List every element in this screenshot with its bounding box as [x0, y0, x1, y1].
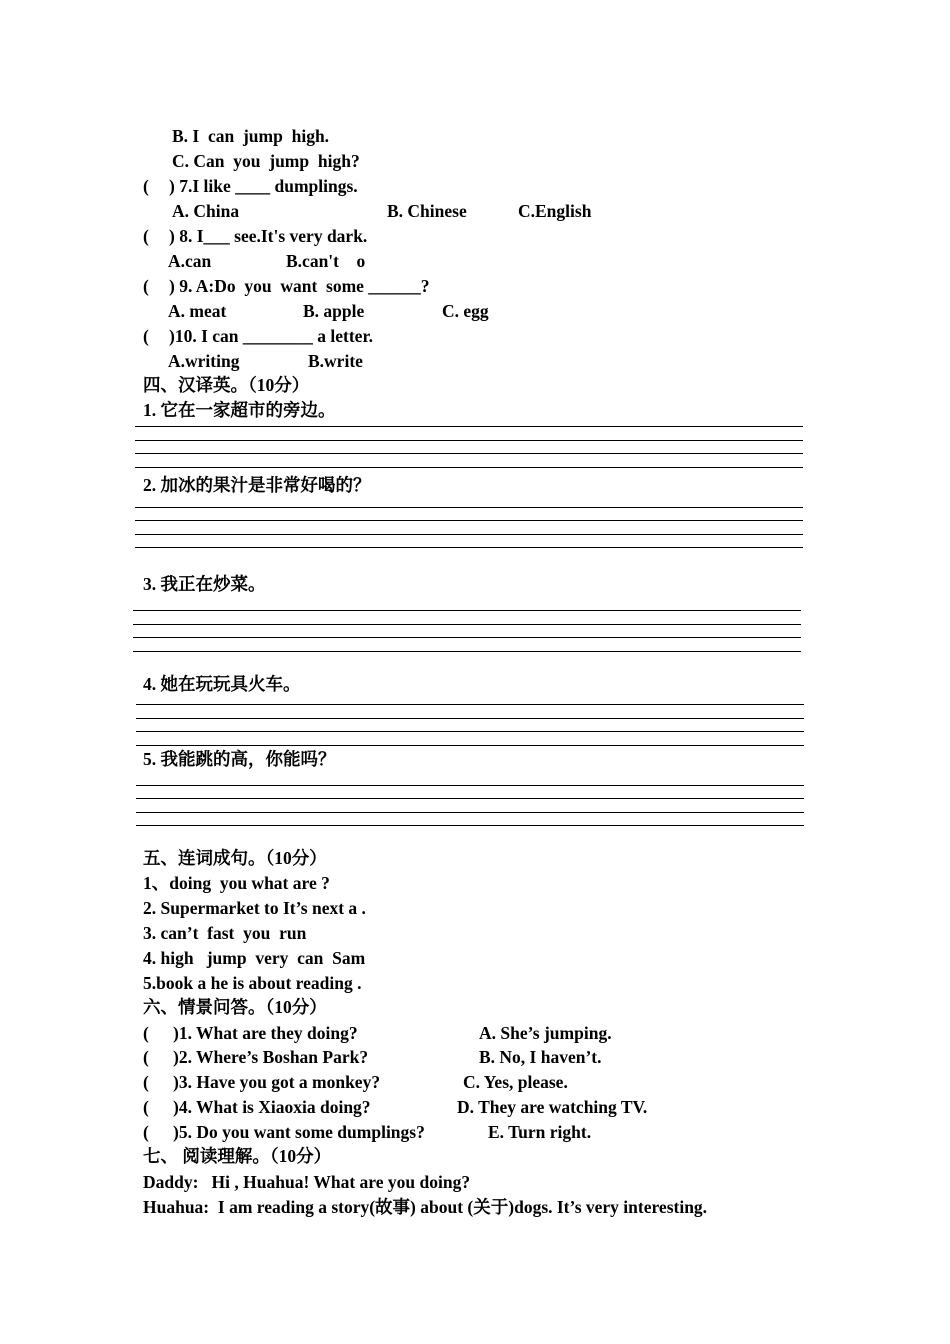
answer-paren: ( [143, 326, 149, 346]
writing-line [136, 704, 804, 705]
q9-option-b: B. apple [303, 301, 365, 321]
reorder-item: 1、doing you what are ? [143, 873, 330, 893]
translation-item: 5. 我能跳的高，你能吗？ [143, 749, 336, 769]
dialogue-line: Huahua: I am reading a story(故事) about (关于)dogs. It’s very interesting. [143, 1197, 708, 1217]
writing-line [136, 745, 804, 746]
match-answer: A. She’s jumping. [479, 1023, 612, 1043]
match-question: )4. What is Xiaoxia doing? [173, 1097, 371, 1117]
writing-line [136, 812, 804, 813]
writing-line [135, 426, 803, 427]
q6-option-b: B. I can jump high. [172, 126, 330, 146]
q9-option-c: C. egg [442, 301, 489, 321]
match-question: )3. Have you got a monkey? [173, 1072, 381, 1092]
section-heading: 五、连词成句。（10分） [143, 848, 327, 868]
translation-item: 2. 加冰的果汁是非常好喝的？ [143, 475, 371, 495]
writing-line [133, 651, 801, 652]
q10-stem: )10. I can ________ a letter. [169, 326, 373, 346]
writing-line [133, 624, 801, 625]
section-heading: 六、情景问答。（10分） [143, 997, 327, 1017]
writing-line [135, 467, 803, 468]
answer-paren: ( [143, 1122, 149, 1142]
writing-line [133, 637, 801, 638]
writing-line [135, 440, 803, 441]
reorder-item: 5.book a he is about reading . [143, 973, 362, 993]
q8-stem: ) 8. I___ see.It's very dark. [169, 226, 368, 246]
answer-paren: ( [143, 1047, 149, 1067]
q10-option-b: B.write [308, 351, 363, 371]
q7-option-a: A. China [172, 201, 240, 221]
writing-line [136, 718, 804, 719]
section-heading: 七、 阅读理解。（10分） [143, 1146, 332, 1166]
translation-item: 3. 我正在炒菜。 [143, 574, 266, 594]
reorder-item: 4. high jump very can Sam [143, 948, 366, 968]
writing-line [135, 534, 803, 535]
q6-option-c: C. Can you jump high? [172, 151, 360, 171]
match-answer: E. Turn right. [488, 1122, 592, 1142]
writing-line [136, 798, 804, 799]
q10-option-a: A.writing [168, 351, 240, 371]
answer-paren: ( [143, 276, 149, 296]
writing-line [136, 785, 804, 786]
q8-option-b: B.can't o [286, 251, 366, 271]
writing-line [136, 825, 804, 826]
q7-option-b: B. Chinese [387, 201, 467, 221]
reorder-item: 3. can’t fast you run [143, 923, 307, 943]
writing-line [133, 610, 801, 611]
match-answer: B. No, I haven’t. [479, 1047, 602, 1067]
q7-stem: ) 7.I like ____ dumplings. [169, 176, 358, 196]
answer-paren: ( [143, 1072, 149, 1092]
q8-option-a: A.can [168, 251, 212, 271]
translation-item: 1. 它在一家超市的旁边。 [143, 400, 336, 420]
answer-paren: ( [143, 226, 149, 246]
q9-option-a: A. meat [168, 301, 227, 321]
reorder-item: 2. Supermarket to It’s next a . [143, 898, 366, 918]
writing-line [135, 520, 803, 521]
match-question: )1. What are they doing? [173, 1023, 358, 1043]
answer-paren: ( [143, 176, 149, 196]
match-question: )5. Do you want some dumplings? [173, 1122, 425, 1142]
section-heading: 四、汉译英。（10分） [143, 375, 310, 395]
translation-item: 4. 她在玩玩具火车。 [143, 674, 301, 694]
q7-option-c: C.English [518, 201, 592, 221]
writing-line [135, 453, 803, 454]
writing-line [135, 547, 803, 548]
answer-paren: ( [143, 1023, 149, 1043]
match-answer: D. They are watching TV. [457, 1097, 648, 1117]
match-answer: C. Yes, please. [463, 1072, 568, 1092]
match-question: )2. Where’s Boshan Park? [173, 1047, 369, 1067]
dialogue-line: Daddy: Hi , Huahua! What are you doing? [143, 1172, 471, 1192]
answer-paren: ( [143, 1097, 149, 1117]
writing-line [136, 731, 804, 732]
q9-stem: ) 9. A:Do you want some ______? [169, 276, 430, 296]
writing-line [135, 507, 803, 508]
